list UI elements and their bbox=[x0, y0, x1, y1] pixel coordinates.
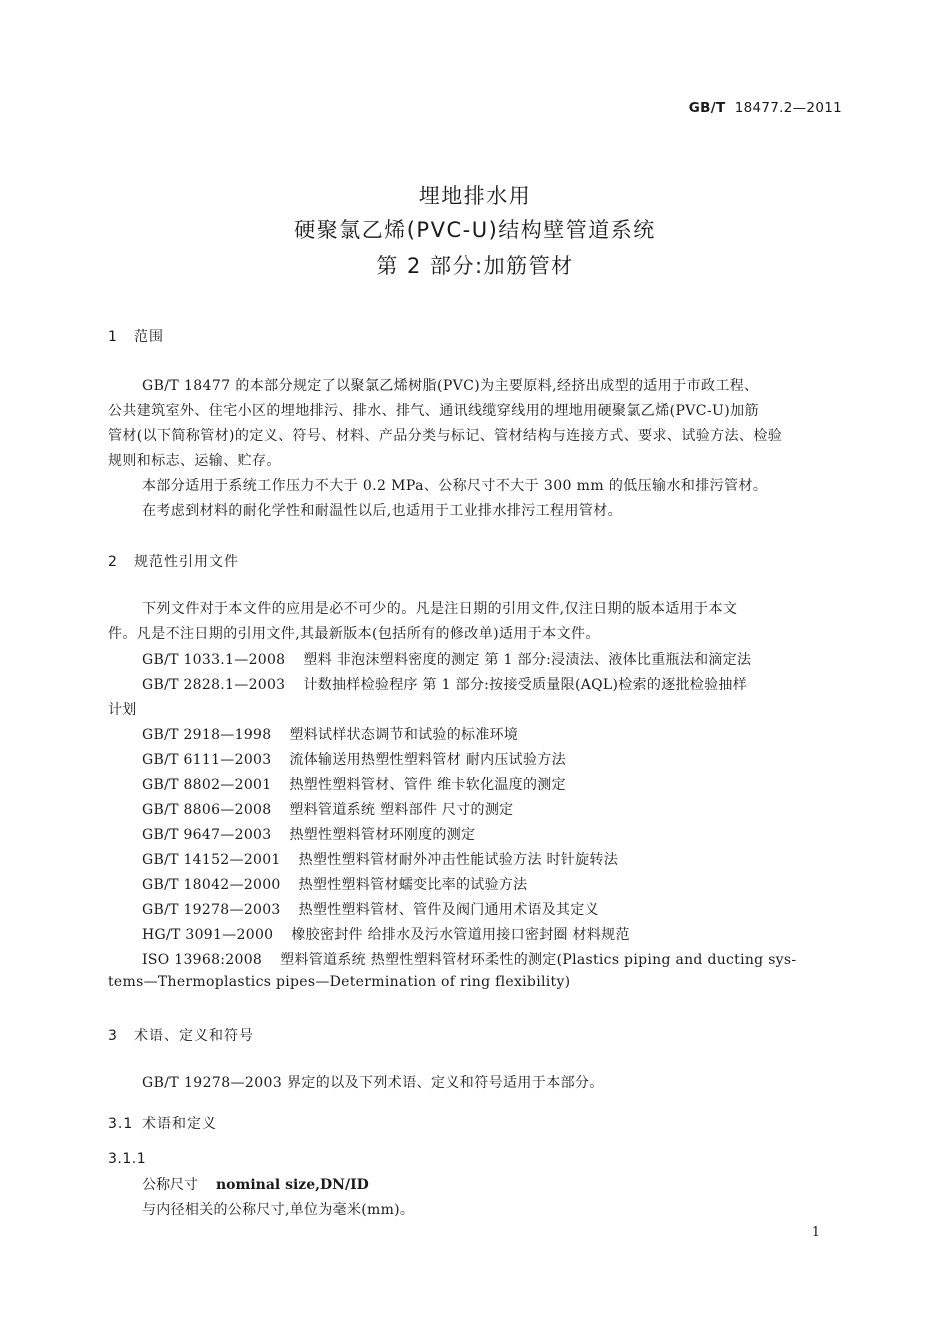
term-label bbox=[142, 1174, 369, 1194]
section-1-heading bbox=[108, 326, 164, 346]
reference-item bbox=[142, 949, 796, 969]
reference-code: GB/T 1033.1—2008 bbox=[142, 652, 286, 668]
section-1-title: 范围 bbox=[134, 329, 164, 345]
paragraph-line: 件。凡是不注日期的引用文件,其最新版本(包括所有的修改单)适用于本文件。 bbox=[108, 626, 600, 642]
term-number: 3.1.1 bbox=[108, 1151, 147, 1167]
reference-item bbox=[142, 674, 747, 694]
reference-item bbox=[142, 799, 513, 819]
reference-item bbox=[142, 649, 751, 669]
section-2-number: 2 bbox=[108, 554, 118, 570]
reference-title: 热塑性塑料管材环刚度的测定 bbox=[289, 827, 476, 843]
section-2-intro bbox=[108, 597, 842, 647]
reference-item bbox=[142, 774, 566, 794]
reference-code: HG/T 3091—2000 bbox=[142, 927, 274, 943]
reference-item bbox=[142, 724, 518, 744]
reference-code: GB/T 8806—2008 bbox=[142, 802, 272, 818]
reference-title: 热塑性塑料管材、管件 维卡软化温度的测定 bbox=[289, 777, 566, 793]
section-3-1-title: 术语和定义 bbox=[142, 1116, 217, 1132]
reference-continuation: tems—Thermoplastics pipes—Determination of ring flexibility) bbox=[108, 974, 571, 990]
section-3-intro bbox=[108, 1071, 842, 1096]
reference-item bbox=[142, 899, 599, 919]
title-line-3: 第 2 部分:加筋管材 bbox=[376, 254, 574, 278]
standard-code: 18477.2—2011 bbox=[734, 100, 842, 116]
reference-title: 热塑性塑料管材耐外冲击性能试验方法 时针旋转法 bbox=[298, 852, 619, 868]
reference-code: ISO 13968:2008 bbox=[142, 952, 263, 968]
reference-title: 橡胶密封件 给排水及污水管道用接口密封圈 材料规范 bbox=[291, 927, 630, 943]
section-2-title: 规范性引用文件 bbox=[134, 554, 239, 570]
reference-title: 流体输送用热塑性塑料管材 耐内压试验方法 bbox=[289, 752, 566, 768]
reference-code: GB/T 14152—2001 bbox=[142, 852, 281, 868]
reference-continuation: 计划 bbox=[108, 702, 137, 718]
paragraph-line: GB/T 18477 的本部分规定了以聚氯乙烯树脂(PVC)为主要原料,经挤出成型的适用于市政工程、 bbox=[142, 378, 759, 394]
reference-title: 塑料 非泡沫塑料密度的测定 第 1 部分:浸渍法、液体比重瓶法和滴定法 bbox=[303, 652, 752, 668]
paragraph-line: GB/T 19278—2003 界定的以及下列术语、定义和符号适用于本部分。 bbox=[142, 1075, 604, 1091]
term-definition: 与内径相关的公称尺寸,单位为毫米(mm)。 bbox=[142, 1202, 415, 1218]
reference-title: 塑料试样状态调节和试验的标准环境 bbox=[289, 727, 519, 743]
section-3-1-number: 3.1 bbox=[108, 1116, 134, 1132]
reference-title: 塑料管道系统 热塑性塑料管材环柔性的测定(Plastics piping and ducting sys- bbox=[280, 952, 797, 968]
reference-item bbox=[142, 874, 527, 894]
paragraph-line: 管材(以下简称管材)的定义、符号、材料、产品分类与标记、管材结构与连接方式、要求、试验方法、检验 bbox=[108, 428, 783, 444]
reference-title: 热塑性塑料管材蠕变比率的试验方法 bbox=[298, 877, 528, 893]
paragraph-line: 规则和标志、运输、贮存。 bbox=[108, 453, 281, 469]
section-1-number: 1 bbox=[108, 329, 118, 345]
reference-item bbox=[142, 824, 475, 844]
section-2-heading bbox=[108, 551, 239, 571]
section-1-paragraph-3: 在考虑到材料的耐化学性和耐温性以后,也适用于工业排水排污工程用管材。 bbox=[142, 503, 623, 519]
reference-code: GB/T 19278—2003 bbox=[142, 902, 281, 918]
term-english: nominal size,DN/ID bbox=[216, 1177, 369, 1193]
title-line-2: 硬聚氯乙烯(PVC-U)结构壁管道系统 bbox=[294, 218, 656, 242]
section-3-heading bbox=[108, 1025, 254, 1045]
section-3-1-heading bbox=[108, 1113, 217, 1133]
reference-item bbox=[142, 849, 618, 869]
section-3-title: 术语、定义和符号 bbox=[134, 1028, 254, 1044]
paragraph-line: 公共建筑室外、住宅小区的埋地排污、排水、排气、通讯线缆穿线用的埋地用硬聚氯乙烯(PVC-U)加筋 bbox=[108, 403, 759, 419]
title-line-1: 埋地排水用 bbox=[418, 184, 532, 208]
section-1-paragraph-1 bbox=[108, 374, 842, 524]
reference-code: GB/T 2918—1998 bbox=[142, 727, 272, 743]
term-chinese: 公称尺寸 bbox=[142, 1177, 198, 1193]
standard-number bbox=[689, 100, 842, 116]
reference-code: GB/T 9647—2003 bbox=[142, 827, 272, 843]
section-3-number: 3 bbox=[108, 1028, 118, 1044]
standard-prefix: GB/T bbox=[688, 100, 726, 116]
paragraph-line: 下列文件对于本文件的应用是必不可少的。凡是注日期的引用文件,仅注日期的版本适用于本文 bbox=[142, 601, 738, 617]
page-number: 1 bbox=[811, 1225, 820, 1240]
reference-item bbox=[142, 924, 630, 944]
section-1-paragraph-2: 本部分适用于系统工作压力不大于 0.2 MPa、公称尺寸不大于 300 mm 的低压输水和排污管材。 bbox=[142, 478, 768, 494]
reference-code: GB/T 18042—2000 bbox=[142, 877, 281, 893]
reference-code: GB/T 2828.1—2003 bbox=[142, 677, 286, 693]
reference-title: 热塑性塑料管材、管件及阀门通用术语及其定义 bbox=[298, 902, 599, 918]
reference-title: 计数抽样检验程序 第 1 部分:按接受质量限(AQL)检索的逐批检验抽样 bbox=[303, 677, 747, 693]
reference-code: GB/T 6111—2003 bbox=[142, 752, 272, 768]
reference-title: 塑料管道系统 塑料部件 尺寸的测定 bbox=[289, 802, 514, 818]
reference-item bbox=[142, 749, 566, 769]
reference-code: GB/T 8802—2001 bbox=[142, 777, 272, 793]
